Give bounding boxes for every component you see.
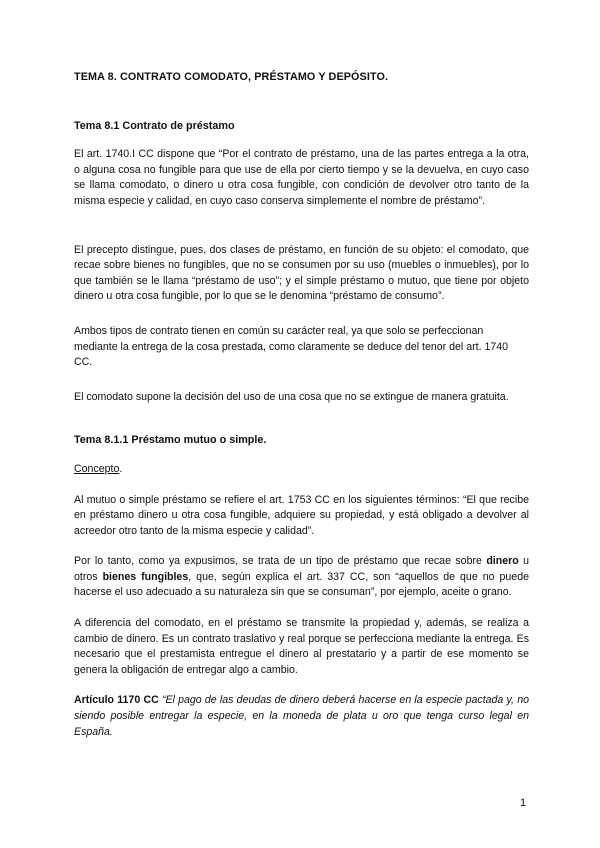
- paragraph-real-character: Ambos tipos de contrato tienen en común su carácter real, ya que solo se perfeccionan mediante la entrega de la cosa prestada, como claramente se deduce del tenor del art. 1740 CC.: [74, 324, 509, 369]
- concept-subheading: [74, 462, 529, 478]
- paragraph-comodato: El comodato supone la decisión del uso de una cosa que no se extingue de manera gratuita.: [74, 390, 509, 403]
- article-label: Artículo 1170 CC: [74, 694, 159, 707]
- section-heading-8-1: Tema 8.1 Contrato de préstamo: [74, 119, 235, 132]
- fungible-text-b: u otros: [74, 555, 530, 583]
- fungible-bold-bienes: bienes fungibles: [102, 570, 189, 583]
- fungible-bold-dinero: dinero: [486, 555, 519, 568]
- paragraph-differences: A diferencia del comodato, en el préstamo se transmite la propiedad y, además, se realiza a cambio de dinero. Es un contrato traslativo y real porque se perfecciona mediante la entrega. Es necesario que el prestamista entregue el dinero al prestatario y a partir de ese momento se genera la obligación de entregar algo a cambio.: [74, 617, 529, 676]
- paragraph-article-1170: [74, 693, 529, 740]
- paragraph-definition: El art. 1740.I CC dispone que “Por el contrato de préstamo, una de las partes entrega a la otra, o alguna cosa no fungible para que use de ella por cierto tiempo y se la devuelva, en cuyo caso se llama comodato, o dinero u otra cosa fungible, con condición de devolver otro tanto de la misma especie y calidad, en cuyo caso conserva simplemente el nombre de préstamo”.: [74, 148, 529, 207]
- fungible-text-c: , que, según explica el art. 337 CC, son “aquellos de que no puede hacerse el uso adecuado a su naturaleza sin que se consuman”, por ejemplo, aceite o grano.: [74, 570, 529, 599]
- concept-period: .: [119, 462, 123, 475]
- page-number: 1: [520, 797, 527, 809]
- paragraph-art-1753: Al mutuo o simple préstamo se refiere el art. 1753 CC en los siguientes términos: “El que recibe en préstamo dinero u otra cosa fungible, adquiere su propiedad, y está obligado a devolver al acreedor otro tanto de la misma especie y calidad”.: [74, 493, 529, 537]
- page-content: [74, 70, 529, 740]
- article-text: “El pago de las deudas de dinero deberá hacerse en la especie pactada y, no siendo posible entregar la especie, en la moneda de plata u oro que tenga curso legal en España.: [74, 694, 529, 738]
- paragraph-fungible-goods: [74, 554, 529, 601]
- paragraph-classes: El precepto distingue, pues, dos clases de préstamo, en función de su objeto: el comodato, que recae sobre bienes no fungibles, que no se consumen por su uso (muebles o inmuebles), por lo que también se le llama “préstamo de uso”; y el simple préstamo o mutuo, que tiene por objeto dinero u otra cosa fungible, por lo que se le denomina “préstamo de consumo”.: [74, 243, 529, 303]
- fungible-text-a: Por lo tanto, como ya expusimos, se trata de un tipo de préstamo que recae sobre: [74, 555, 487, 568]
- document-title: TEMA 8. CONTRATO COMODATO, PRÉSTAMO Y DEPÓSITO.: [74, 71, 389, 83]
- concept-label: Concepto: [74, 462, 120, 475]
- section-heading-8-1-1: Tema 8.1.1 Préstamo mutuo o simple.: [74, 434, 267, 447]
